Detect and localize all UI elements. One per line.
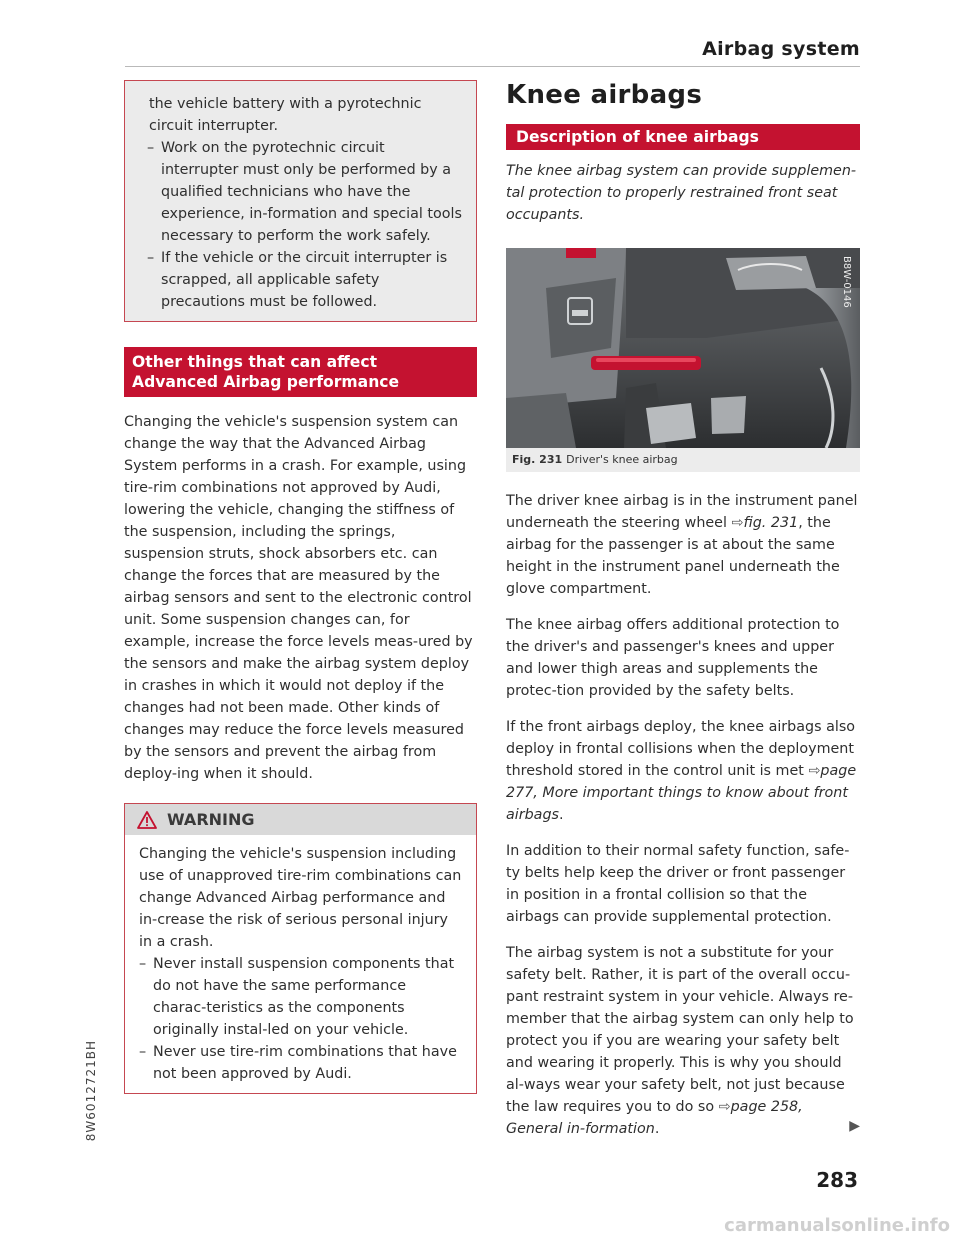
suspension-paragraph: Changing the vehicle's suspension system can change the way that the Advanced Airbag System performs in a crash. For example, using tire-rim combinations not approved by Audi, lowering the vehicle, changing the stiffness of the suspension, including the springs, suspension struts, shock absorbers etc. can change the forces that are measured by the airbag sensors and sent to the electronic control unit. Some suspension changes can, for example, increase the force levels meas-ured by the sensors and make the airbag system deploy in crashes in which it would not deploy if the changes had not been made. Other kinds of changes may reduce the force levels measured by the sensors and prevent the airbag from deploy-ing when it should. [124, 414, 473, 782]
warning-text: Changing the vehicle's suspension including use of unapproved tire-rim combinations can change Advanced Airbag performance and in-crease the risk of serious personal injury in a crash. [139, 846, 462, 950]
not-substitute-paragraph: The airbag system is not a substitute for your safety belt. Rather, it is part of the overall occu-pant restraint system in your vehicle. Always re-member that the airbag system can only help to protect you if you are wearing your safety belt and wearing it properly. This is why you should al-ways wear your safety belt, not just because the law requires you to do so ⇨page 258, General in-formation. ▶ [506, 945, 860, 1137]
figure-code: B8W-0146 [841, 256, 852, 308]
knee-airbag-illustration [506, 248, 860, 448]
figure-caption [506, 448, 860, 472]
section-heading: Other things that can affect Advanced Airbag performance [124, 347, 477, 397]
warning-bullet-2: – Never use tire-rim combinations that have not been approved by Audi. [139, 1041, 462, 1085]
knee-airbag-location-paragraph: The driver knee airbag is in the instrument panel underneath the steering wheel ⇨fig. 231, the airbag for the passenger is at about the same height in the instrument panel underneath the glove compartment. [506, 493, 858, 597]
continuation-bullet-2: – If the vehicle or the circuit interrupter is scrapped, all applicable safety precautions must be followed. [147, 247, 462, 313]
page-number: 283 [816, 1168, 858, 1192]
warning-header [125, 804, 476, 835]
ref-arrow-icon: ⇨ [731, 515, 744, 531]
running-header: Airbag system [702, 38, 860, 60]
warning-triangle-icon [137, 811, 157, 829]
warning-continuation-box [124, 80, 477, 322]
safety-belt-paragraph: In addition to their normal safety function, safe-ty belts help keep the driver or front passenger in position in a frontal collision so that the airbags can provide supplemental protection. [506, 843, 850, 925]
deployment-paragraph: If the front airbags deploy, the knee airbags also deploy in frontal collisions when the deployment threshold stored in the control unit is met ⇨page 277, More important things to know about front airbags. [506, 719, 857, 823]
continue-arrow-icon: ▶ [849, 1118, 860, 1134]
continuation-bullet-1: – Work on the pyrotechnic circuit interrupter must only be performed by a qualified technicians who have the experience, in-formation and special tools necessary to perform the work safely. [147, 137, 462, 247]
subsection-heading: Description of knee airbags [506, 124, 860, 150]
warning-body [125, 835, 476, 1093]
right-column [506, 80, 860, 1140]
continuation-text: the vehicle battery with a pyrotechnic circuit interrupter. [149, 96, 422, 134]
document-code: 8W6012721BH [84, 1040, 98, 1142]
warning-label: WARNING [167, 810, 255, 829]
header-rule [125, 66, 860, 67]
general-information-reference-link[interactable]: page 258, General in-formation [506, 1099, 803, 1137]
intro-text: The knee airbag system can provide supplemen-tal protection to properly restrained front seat occupants. [506, 163, 857, 223]
site-watermark: carmanualsonline.info [724, 1215, 950, 1236]
protection-paragraph: The knee airbag offers additional protection to the driver's and passenger's knees and upper and lower thigh areas and supplements the protec-tion provided by the safety belts. [506, 617, 840, 699]
warning-bullet-1: – Never install suspension components that do not have the same performance charac-teristics as the components originally instal-led on your vehicle. [139, 953, 462, 1041]
knee-airbag-photo [506, 248, 860, 448]
ref-arrow-icon: ⇨ [718, 1099, 731, 1115]
figure-number: Fig. 231 [512, 453, 563, 466]
left-column [124, 80, 477, 1094]
ref-arrow-icon: ⇨ [808, 763, 821, 779]
warning-box [124, 803, 477, 1094]
chapter-title: Knee airbags [506, 80, 703, 110]
front-airbags-reference-link[interactable]: page 277, More important things to know about front airbags [506, 763, 857, 823]
figure-reference-link[interactable]: fig. 231 [743, 515, 799, 531]
figure [506, 248, 860, 472]
figure-caption-text: Driver's knee airbag [566, 453, 678, 466]
